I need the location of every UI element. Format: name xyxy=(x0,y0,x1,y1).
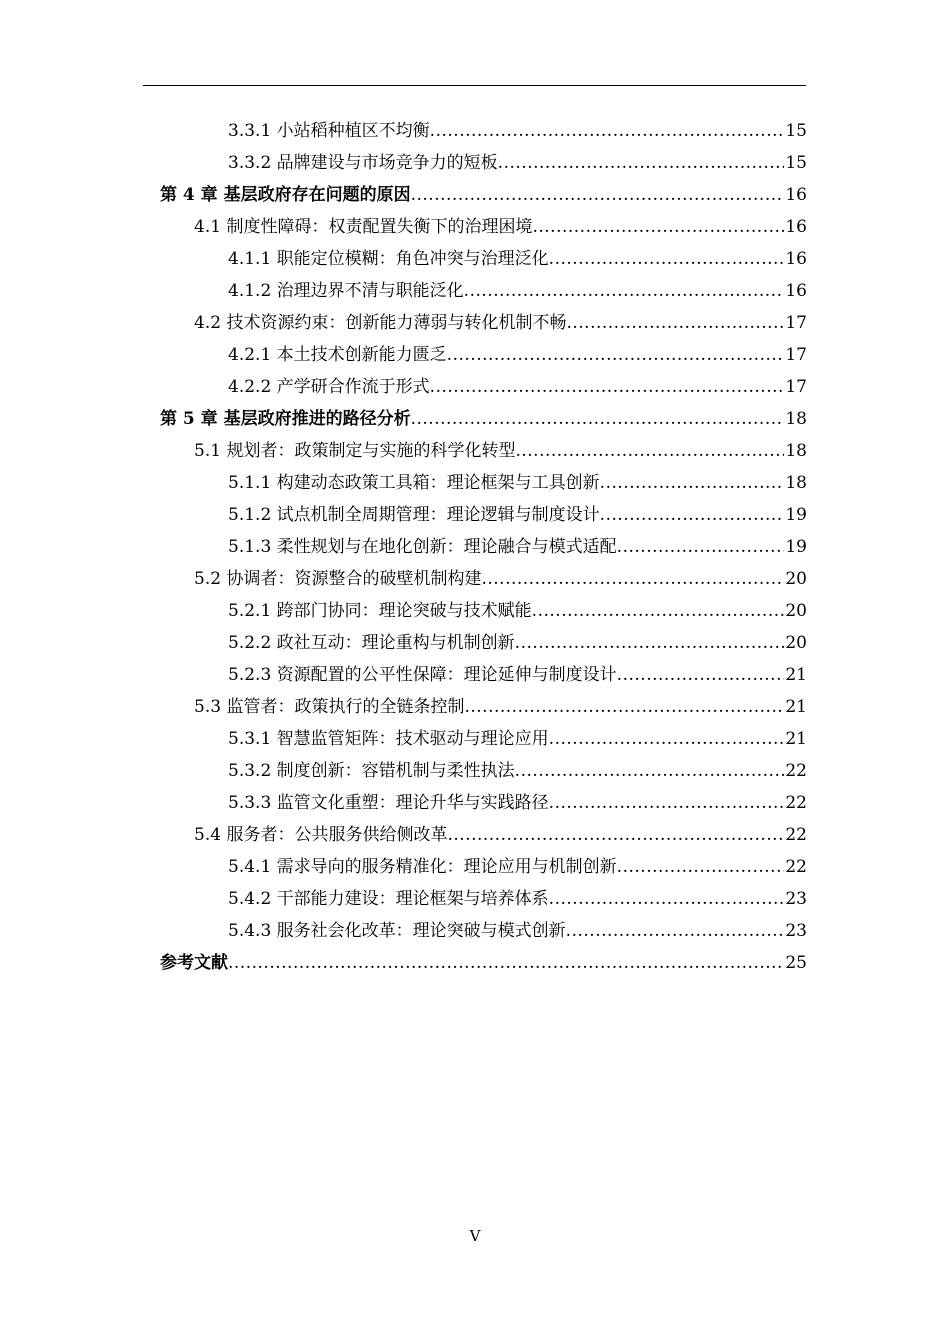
toc-entry-page: 22 xyxy=(785,793,807,813)
toc-dot-leader xyxy=(617,531,785,563)
toc-entry-5-1[interactable] xyxy=(160,435,807,467)
toc-dot-leader xyxy=(464,275,785,307)
toc-entry-label: 4.2.2 产学研合作流于形式 xyxy=(228,377,430,397)
toc-entry-label: 4.2 技术资源约束：创新能力薄弱与转化机制不畅 xyxy=(194,313,567,333)
toc-entry-label: 5.1.3 柔性规划与在地化创新：理论融合与模式适配 xyxy=(228,537,617,557)
toc-dot-leader xyxy=(549,723,785,755)
toc-entry-5-3-2[interactable] xyxy=(160,755,807,787)
toc-entry-page: 18 xyxy=(785,441,807,461)
toc-entry-page: 21 xyxy=(785,665,807,685)
toc-dot-leader xyxy=(411,403,785,435)
toc-entry-label: 5.4.2 干部能力建设：理论框架与培养体系 xyxy=(228,889,549,909)
toc-entry-label: 5.1.2 试点机制全周期管理：理论逻辑与制度设计 xyxy=(228,505,600,525)
toc-dot-leader xyxy=(447,819,784,851)
toc-dot-leader xyxy=(515,755,785,787)
toc-entry-page: 16 xyxy=(785,185,807,205)
toc-dot-leader xyxy=(447,339,785,371)
toc-entry-5-1-2[interactable] xyxy=(160,499,807,531)
toc-entry-page: 19 xyxy=(785,537,807,557)
toc-entry-5-3[interactable] xyxy=(160,691,807,723)
toc-dot-leader xyxy=(411,179,785,211)
toc-dot-leader xyxy=(430,371,785,403)
toc-dot-leader xyxy=(515,627,785,659)
toc-dot-leader xyxy=(566,915,785,947)
toc-entry-4-1-2[interactable] xyxy=(160,275,807,307)
toc-dot-leader xyxy=(549,243,785,275)
toc-dot-leader xyxy=(566,307,784,339)
toc-entry-label: 5.4 服务者：公共服务供给侧改革 xyxy=(194,825,448,845)
toc-entry-page: 22 xyxy=(785,761,807,781)
toc-entry-4-2[interactable] xyxy=(160,307,807,339)
toc-entry-page: 20 xyxy=(785,601,807,621)
toc-entry-label: 5.3 监管者：政策执行的全链条控制 xyxy=(194,697,465,717)
toc-entry-label: 5.2 协调者：资源整合的破壁机制构建 xyxy=(194,569,482,589)
toc-entry-page: 23 xyxy=(785,889,807,909)
toc-entry-page: 15 xyxy=(785,121,807,141)
toc-entry-label: 5.4.1 需求导向的服务精准化：理论应用与机制创新 xyxy=(228,857,617,877)
toc-entry-label: 4.1 制度性障碍：权责配置失衡下的治理困境 xyxy=(194,217,533,237)
toc-dot-leader xyxy=(515,435,784,467)
toc-entry-5-1-1[interactable] xyxy=(160,467,807,499)
toc-entry-5-4-3[interactable] xyxy=(160,915,807,947)
toc-entry-label: 4.2.1 本土技术创新能力匮乏 xyxy=(228,345,447,365)
toc-entry-chapter-5[interactable] xyxy=(160,403,807,435)
toc-entry-page: 18 xyxy=(785,409,807,429)
toc-entry-page: 16 xyxy=(785,249,807,269)
toc-entry-references[interactable] xyxy=(160,947,807,979)
toc-dot-leader xyxy=(498,147,785,179)
toc-dot-leader xyxy=(464,691,784,723)
toc-entry-page: 16 xyxy=(785,281,807,301)
toc-entry-page: 22 xyxy=(785,857,807,877)
toc-dot-leader xyxy=(617,851,785,883)
toc-entry-label: 4.1.2 治理边界不清与职能泛化 xyxy=(228,281,464,301)
toc-entry-label: 5.2.1 跨部门协同：理论突破与技术赋能 xyxy=(228,601,532,621)
toc-entry-label: 3.3.1 小站稻种植区不均衡 xyxy=(228,121,430,141)
toc-entry-5-2[interactable] xyxy=(160,563,807,595)
toc-entry-page: 21 xyxy=(785,729,807,749)
toc-entry-4-1-1[interactable] xyxy=(160,243,807,275)
toc-entry-page: 17 xyxy=(785,377,807,397)
toc-dot-leader xyxy=(228,947,784,979)
toc-entry-page: 16 xyxy=(785,217,807,237)
toc-entry-3-3-2[interactable] xyxy=(160,147,807,179)
toc-entry-label: 5.1.1 构建动态政策工具箱：理论框架与工具创新 xyxy=(228,473,600,493)
toc-dot-leader xyxy=(430,115,785,147)
toc-entry-5-2-3[interactable] xyxy=(160,659,807,691)
toc-entry-5-3-1[interactable] xyxy=(160,723,807,755)
toc-entry-label: 参考文献 xyxy=(160,953,228,973)
toc-entry-page: 23 xyxy=(785,921,807,941)
toc-entry-5-1-3[interactable] xyxy=(160,531,807,563)
page-number: V xyxy=(469,1227,481,1245)
toc-entry-page: 21 xyxy=(785,697,807,717)
toc-dot-leader xyxy=(617,659,785,691)
toc-entry-chapter-4[interactable] xyxy=(160,179,807,211)
header-rule xyxy=(143,85,806,86)
toc-dot-leader xyxy=(532,595,785,627)
toc-entry-page: 20 xyxy=(785,569,807,589)
toc-entry-5-2-2[interactable] xyxy=(160,627,807,659)
toc-entry-4-2-2[interactable] xyxy=(160,371,807,403)
toc-dot-leader xyxy=(532,211,784,243)
toc-entry-label: 3.3.2 品牌建设与市场竞争力的短板 xyxy=(228,153,498,173)
toc-entry-page: 22 xyxy=(785,825,807,845)
toc-entry-label: 第 4 章 基层政府存在问题的原因 xyxy=(160,185,411,205)
toc-entry-label: 5.2.2 政社互动：理论重构与机制创新 xyxy=(228,633,515,653)
toc-entry-label: 5.2.3 资源配置的公平性保障：理论延伸与制度设计 xyxy=(228,665,617,685)
toc-entry-4-1[interactable] xyxy=(160,211,807,243)
toc-entry-4-2-1[interactable] xyxy=(160,339,807,371)
toc-entry-label: 5.3.3 监管文化重塑：理论升华与实践路径 xyxy=(228,793,549,813)
table-of-contents xyxy=(160,115,807,979)
toc-entry-5-2-1[interactable] xyxy=(160,595,807,627)
toc-entry-page: 15 xyxy=(785,153,807,173)
toc-entry-label: 5.1 规划者：政策制定与实施的科学化转型 xyxy=(194,441,516,461)
toc-entry-5-4-1[interactable] xyxy=(160,851,807,883)
toc-entry-page: 17 xyxy=(785,345,807,365)
toc-dot-leader xyxy=(549,787,785,819)
toc-entry-5-3-3[interactable] xyxy=(160,787,807,819)
toc-entry-5-4[interactable] xyxy=(160,819,807,851)
toc-dot-leader xyxy=(600,467,785,499)
toc-entry-label: 5.3.2 制度创新：容错机制与柔性执法 xyxy=(228,761,515,781)
toc-entry-page: 25 xyxy=(785,953,807,973)
toc-entry-5-4-2[interactable] xyxy=(160,883,807,915)
toc-entry-3-3-1[interactable] xyxy=(160,115,807,147)
toc-dot-leader xyxy=(600,499,785,531)
toc-entry-label: 5.4.3 服务社会化改革：理论突破与模式创新 xyxy=(228,921,566,941)
toc-dot-leader xyxy=(481,563,784,595)
toc-dot-leader xyxy=(549,883,785,915)
toc-entry-page: 20 xyxy=(785,633,807,653)
toc-entry-label: 第 5 章 基层政府推进的路径分析 xyxy=(160,409,411,429)
toc-entry-label: 4.1.1 职能定位模糊：角色冲突与治理泛化 xyxy=(228,249,549,269)
toc-entry-page: 18 xyxy=(785,473,807,493)
toc-entry-page: 17 xyxy=(785,313,807,333)
toc-entry-page: 19 xyxy=(785,505,807,525)
toc-entry-label: 5.3.1 智慧监管矩阵：技术驱动与理论应用 xyxy=(228,729,549,749)
